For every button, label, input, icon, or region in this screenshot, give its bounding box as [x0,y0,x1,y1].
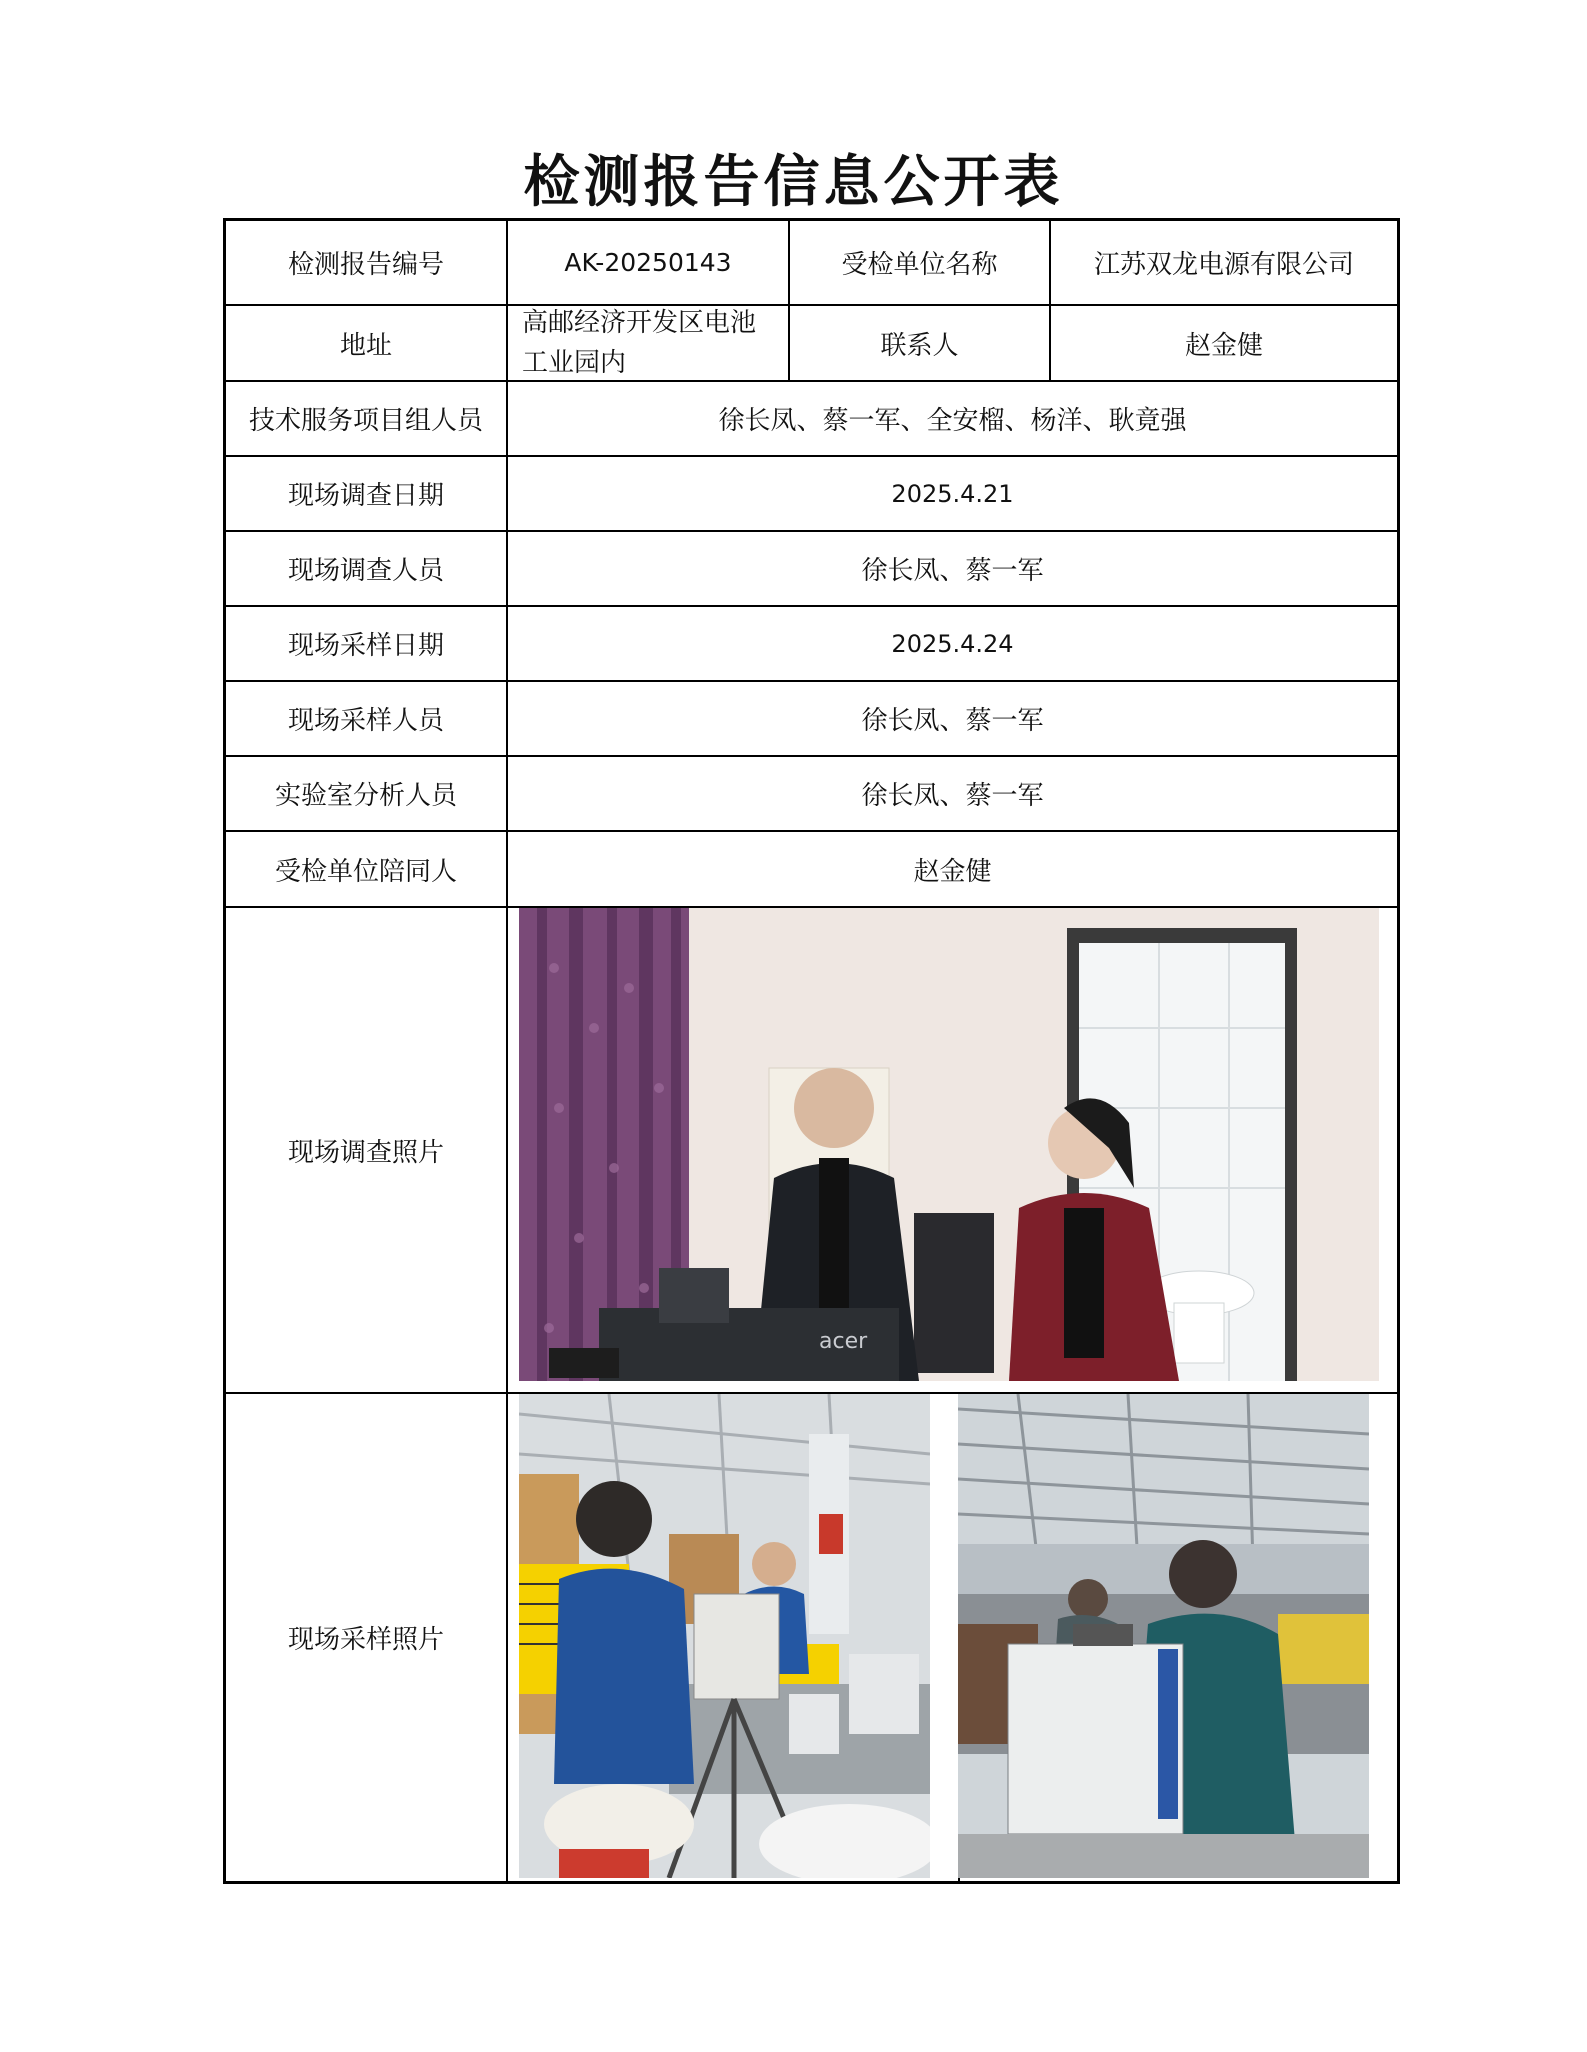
survey-photo [519,908,1379,1381]
lab-staff-value: 徐长凤、蔡一军 [861,781,1044,811]
survey-staff-value: 徐长凤、蔡一军 [861,556,1044,586]
survey-date-value: 2025.4.21 [891,479,1014,508]
monitor-brand-text: acer [819,1329,868,1354]
unit-value: 江苏双龙电源有限公司 [1093,250,1354,280]
lab-staff-label: 实验室分析人员 [274,781,457,811]
report-no-label: 检测报告编号 [287,250,444,280]
survey-staff-label: 现场调查人员 [287,556,444,586]
survey-date-label: 现场调查日期 [287,481,444,511]
sampling-photo-left [519,1394,930,1878]
team-label: 技术服务项目组人员 [248,406,483,436]
unit-label: 受检单位名称 [841,250,998,280]
contact-label: 联系人 [880,330,959,361]
address-label: 地址 [339,330,392,361]
sample-staff-value: 徐长凤、蔡一军 [861,706,1044,736]
team-value: 徐长凤、蔡一军、全安榴、杨洋、耿竟强 [718,406,1187,436]
address-value: 高邮经济开发区电池工业园内 [522,308,757,378]
sample-staff-label: 现场采样人员 [287,706,444,736]
page-title: 检测报告信息公开表 [523,149,1064,215]
sample-photo-label: 现场采样照片 [287,1625,444,1655]
sample-date-value: 2025.4.24 [891,629,1014,658]
sample-date-label: 现场采样日期 [287,631,444,661]
escort-label: 受检单位陪同人 [274,856,457,887]
contact-value: 赵金健 [1184,330,1263,361]
survey-photo-label: 现场调查照片 [287,1137,444,1168]
report-no-value: AK-20250143 [564,248,732,277]
escort-value: 赵金健 [913,856,992,887]
sampling-photo-right [958,1394,1369,1878]
